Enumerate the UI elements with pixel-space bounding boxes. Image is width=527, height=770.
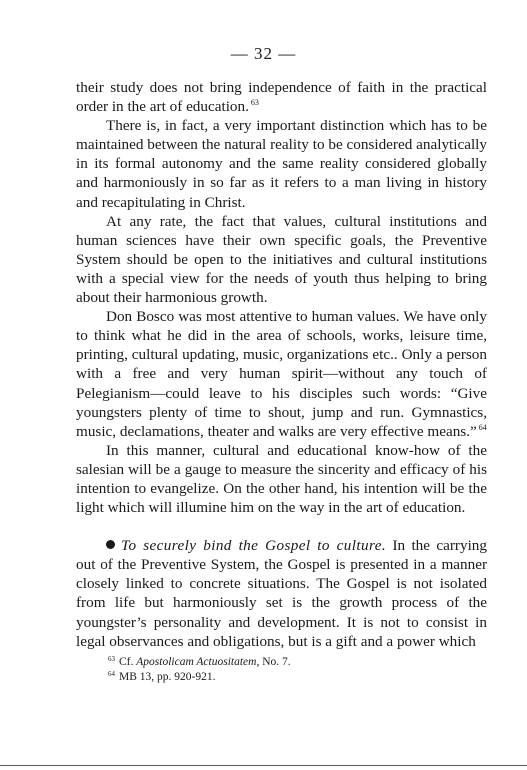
footnote-ref: 63 [250,98,259,108]
paragraph [76,78,487,116]
bullet-icon [106,540,115,549]
paragraph: At any rate, the fact that values, cultural institutions and human sciences have their own specific goals, the Preventive System should be open to the initiatives and cultural institutions with a special view for the needs of youth thus helping to bring about their harmonious growth. [76,212,487,307]
paragraph-text: their study does not bring independence of faith in the practical order in the art of education. [76,79,487,116]
paragraph-text: In the carrying out of the Preventive System, the Gospel is presented in a manner closely linked to concrete situations. The Gospel is not isolated from life but harmoniously set is the growth process of the youngster’s personality and development. It is not to consist in legal observances and obligations, but is a gift and a power which [76,537,487,650]
paragraph [76,307,487,441]
footnote [108,670,291,685]
paragraph-text: Don Bosco was most attentive to human values. We have only to think what he did in the area of schools, works, leisure time, printing, cultural updating, music, organizations etc.. Only a person with a free and very human spirit—without any touch of Pelegianism—could leave to his disciples such words: “Give youngsters plenty of time to shout, jump and run. Gymnastics, music, declamations, theater and walks are very effective means.” [76,308,487,440]
footnote-text: , No. 7. [256,656,291,668]
footnote-number: 64 [108,670,115,678]
footnote-number: 63 [108,655,115,663]
paragraph: In this manner, cultural and educational know-how of the salesian will be a gauge to measure the sincerity and efficacy of his intention to evangelize. On the other hand, his intention will be the light which will illumine him on the way in the art of education. [76,441,487,517]
paragraph: There is, in fact, a very important distinction which has to be maintained between the natural reality to be considered analytically in its formal autonomy and the same reality considered globally and harmoniously in so far as it refers to a man living in history and recapitulating in Christ. [76,117,487,211]
bottom-rule [0,765,527,766]
footnote [108,655,291,670]
section-paragraph [76,536,487,651]
footnote-citation: Apostolicam Actuositatem [136,656,257,668]
footnote-text: MB 13, pp. 920-921. [119,671,216,683]
footnote-ref: 64 [478,422,487,432]
body-text [76,78,487,651]
footnotes [108,655,291,685]
page-number: — 32 — [230,44,297,63]
footnote-text: Cf. [119,656,137,668]
section-heading: To securely bind the Gospel to culture. [121,537,387,555]
